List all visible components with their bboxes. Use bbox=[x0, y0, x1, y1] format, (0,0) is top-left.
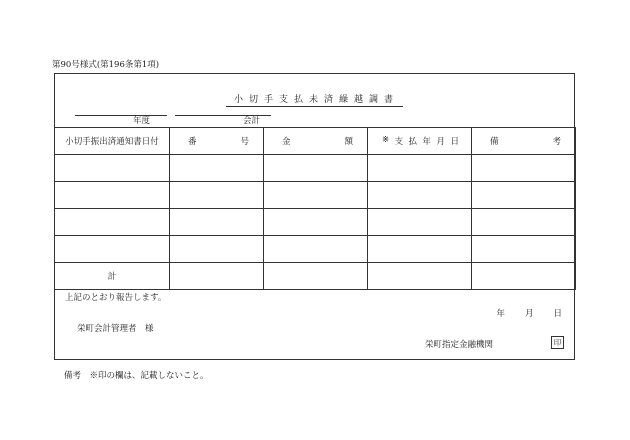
table-cell[interactable] bbox=[368, 236, 472, 263]
header-number: 番 号 bbox=[170, 128, 264, 155]
seal-mark: 印 bbox=[551, 336, 564, 349]
form-frame: 小切手支払未済繰越調書 年度 会計 小切手振出済通知書日付 番 号 金 額 ※ 支 払 年 月 日 備 考 計 上記のとおり報告します。 年 月 日 栄町会計管理者 様 栄町指定金融機関 印 bbox=[54, 73, 575, 360]
table-cell[interactable] bbox=[170, 263, 264, 290]
table-cell[interactable] bbox=[264, 209, 368, 236]
table-cell[interactable] bbox=[368, 155, 472, 182]
table-cell[interactable] bbox=[472, 263, 576, 290]
table-cell[interactable] bbox=[472, 209, 576, 236]
table-cell[interactable] bbox=[170, 155, 264, 182]
table-cell[interactable] bbox=[264, 155, 368, 182]
table-cell[interactable] bbox=[170, 236, 264, 263]
bank-name: 栄町指定金融機関 bbox=[425, 340, 494, 350]
table-cell[interactable] bbox=[264, 182, 368, 209]
header-amount: 金 額 bbox=[264, 128, 368, 155]
header-check-date: 小切手振出済通知書日付 bbox=[55, 128, 170, 155]
header-payment-date: ※ 支 払 年 月 日 bbox=[368, 128, 472, 155]
table-cell[interactable] bbox=[264, 236, 368, 263]
header-remarks: 備 考 bbox=[472, 128, 576, 155]
table-cell[interactable] bbox=[170, 209, 264, 236]
table-cell[interactable] bbox=[55, 155, 170, 182]
table-cell[interactable] bbox=[368, 209, 472, 236]
report-date: 年 月 日 bbox=[496, 309, 562, 319]
table-cell[interactable] bbox=[472, 182, 576, 209]
form-title: 小切手支払未済繰越調書 bbox=[55, 92, 574, 105]
table-cell[interactable] bbox=[55, 182, 170, 209]
table-cell[interactable] bbox=[472, 155, 576, 182]
addressee: 栄町会計管理者 様 bbox=[77, 324, 154, 334]
table-header-row bbox=[55, 128, 576, 155]
table-cell[interactable] bbox=[264, 263, 368, 290]
note: 備考 ※印の欄は、記載しないこと。 bbox=[64, 371, 209, 381]
form-number: 第90号様式(第196条第1項) bbox=[52, 60, 160, 70]
table-cell[interactable] bbox=[170, 182, 264, 209]
table-cell[interactable] bbox=[55, 209, 170, 236]
total-row bbox=[55, 263, 576, 290]
table-cell[interactable] bbox=[368, 263, 472, 290]
table-cell[interactable] bbox=[368, 182, 472, 209]
total-label: 計 bbox=[55, 263, 170, 290]
table-row bbox=[55, 182, 576, 209]
table-row bbox=[55, 236, 576, 263]
table-row bbox=[55, 209, 576, 236]
report-text: 上記のとおり報告します。 bbox=[65, 293, 167, 303]
balance-table bbox=[54, 127, 576, 290]
table-row bbox=[55, 155, 576, 182]
table-cell[interactable] bbox=[472, 236, 576, 263]
table-cell[interactable] bbox=[55, 236, 170, 263]
